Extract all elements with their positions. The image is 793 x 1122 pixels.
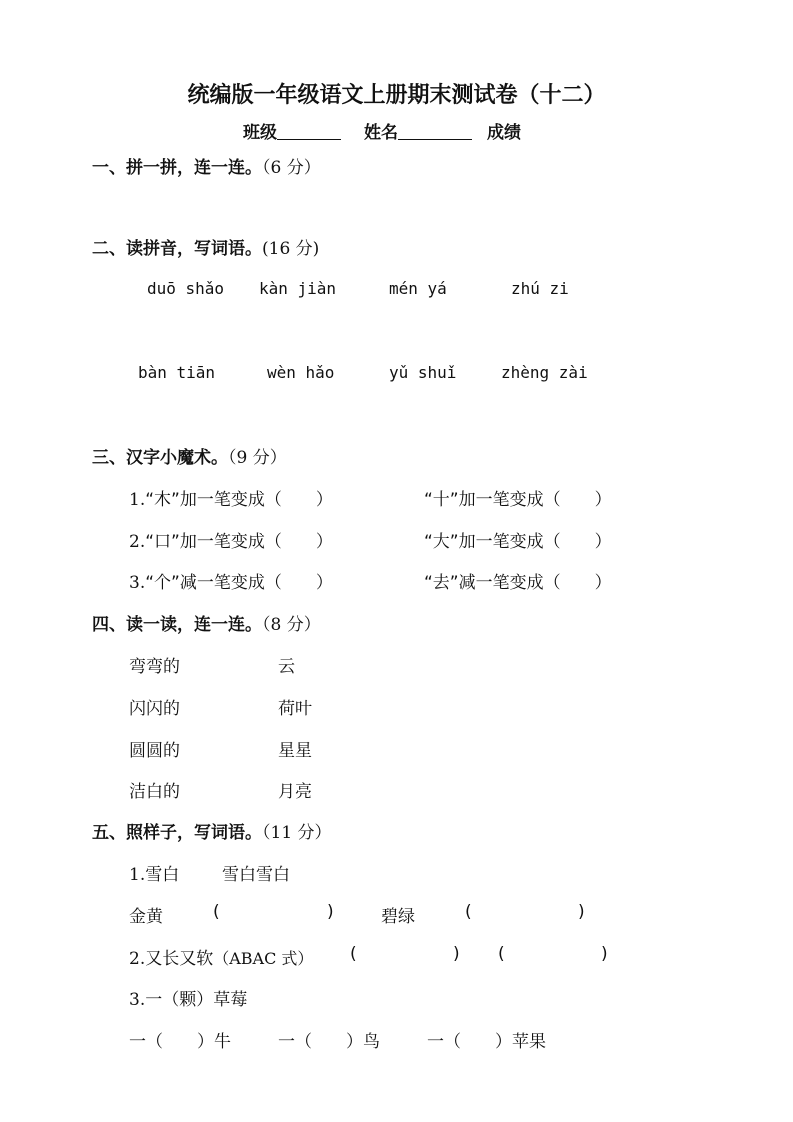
match-right-item: 星星 [278,741,312,761]
measure-word-item: 一（ ）苹果 [427,1032,546,1052]
class-label: 班级 [243,123,277,143]
answer-bracket-open: ( [465,902,472,922]
example-answer: 雪白雪白 [222,865,290,885]
exercise-word: 碧绿 [381,907,415,927]
page-title: 统编版一年级语文上册期末测试卷（十二） [187,83,606,108]
magic-question: 2.“口”加一笔变成（ ） [129,532,333,552]
class-field [243,118,341,143]
pinyin-item: bàn tiān [138,363,216,382]
answer-bracket-close: ) [601,944,608,964]
measure-word-example: 3.一（颗）草莓 [129,990,248,1010]
answer-bracket-open: ( [350,944,357,964]
pinyin-item: kàn jiàn [259,279,337,298]
answer-bracket-open: ( [213,902,220,922]
pinyin-item: wèn hǎo [267,363,335,382]
name-blank[interactable] [398,123,472,140]
pinyin-item: mén yá [389,279,447,298]
section-4-heading: 四、读一读，连一连。（8 分） [92,615,321,635]
match-left-item: 洁白的 [129,782,180,802]
example-word: 1.雪白 [129,865,180,885]
class-blank[interactable] [277,123,341,140]
exercise-word: 金黄 [129,907,163,927]
magic-question: “大”加一笔变成（ ） [424,532,612,552]
match-left-item: 弯弯的 [129,657,180,677]
section-2-heading: 二、读拼音，写词语。(16 分) [92,239,320,259]
answer-bracket-open: ( [498,944,505,964]
magic-question: 1.“木”加一笔变成（ ） [129,490,333,510]
section-1-heading: 一、拼一拼，连一连。（6 分） [92,158,321,178]
match-left-item: 圆圆的 [129,741,180,761]
answer-bracket-close: ) [578,902,585,922]
measure-word-item: 一（ ）牛 [129,1032,231,1052]
match-right-item: 荷叶 [278,699,312,719]
answer-bracket-close: ) [327,902,334,922]
score-label: 成绩 [487,123,521,143]
match-right-item: 月亮 [278,782,312,802]
answer-bracket-close: ) [453,944,460,964]
magic-question: 3.“个”减一笔变成（ ） [129,573,333,593]
pinyin-item: zhú zi [511,279,569,298]
name-label: 姓名 [364,123,398,143]
pinyin-item: yǔ shuǐ [389,363,457,382]
match-right-item: 云 [278,657,295,677]
pinyin-item: zhèng zài [501,363,588,382]
pinyin-item: duō shǎo [147,279,225,298]
magic-question: “去”减一笔变成（ ） [424,573,612,593]
name-field [364,118,472,143]
section-5-heading: 五、照样子，写词语。（11 分） [92,823,332,843]
match-left-item: 闪闪的 [129,699,180,719]
section-3-heading: 三、汉字小魔术。（9 分） [92,448,287,468]
measure-word-item: 一（ ）鸟 [278,1032,380,1052]
abac-question: 2.又长又软（ABAC 式） [129,949,314,969]
magic-question: “十”加一笔变成（ ） [424,490,612,510]
